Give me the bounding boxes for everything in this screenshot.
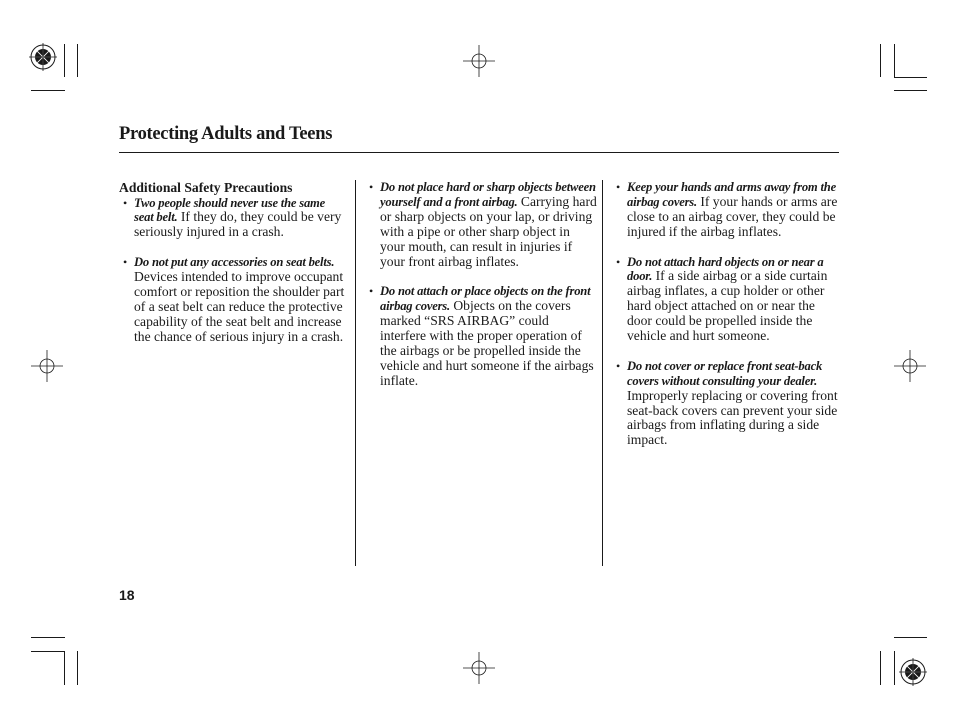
crosshair-mark-icon: [31, 350, 63, 382]
list-item: [616, 359, 842, 448]
item-text: If they do, they could be very seriously injured in a crash.: [134, 209, 342, 240]
crosshair-mark-icon: [463, 652, 495, 684]
item-text: If a side airbag or a side curtain airbag inflates, a cup holder or other hard object attached on or near the door could be propelled inside the vehicle and hurt someone.: [627, 268, 828, 344]
bullet-icon: •: [123, 195, 128, 210]
starburst-mark-icon: [29, 43, 57, 71]
item-lead: Keep your hands and arms away from the airbag covers.: [627, 180, 836, 209]
item-lead: Do not attach or place objects on the front airbag covers.: [380, 284, 591, 314]
column-1: [119, 180, 347, 345]
item-text: Devices intended to improve occupant comfort or reposition the shoulder part of a seat belt can reduce the protective capability of the seat belt and increase the chance of serious injury in a crash.: [134, 269, 345, 344]
item-lead: Do not place hard or sharp objects between yourself and a front airbag.: [380, 180, 596, 209]
bullet-icon: •: [616, 254, 621, 269]
list-item: [119, 196, 347, 241]
item-lead: Do not cover or replace front seat-back covers without consulting your dealer.: [627, 358, 823, 388]
list-item: [369, 284, 597, 388]
list-item: [616, 180, 842, 240]
column-divider: [602, 180, 603, 566]
column-2: [369, 180, 597, 389]
bullet-icon: •: [123, 255, 128, 270]
starburst-mark-icon: [899, 658, 927, 686]
item-text: If your hands or arms are close to an airbag cover, they could be injured if the airbag inflates.: [627, 193, 838, 239]
column-3: [616, 180, 842, 448]
item-text: Carrying hard or sharp objects on your lap, or driving with a pipe or other sharp object in your mouth, can result in injuries if your front airbag inflates.: [380, 193, 597, 269]
list-item: [119, 255, 347, 344]
crosshair-mark-icon: [463, 45, 495, 77]
bullet-icon: •: [616, 358, 621, 373]
item-lead: Do not attach hard objects on or near a door.: [627, 254, 824, 284]
list-item: [616, 255, 842, 344]
list-item: [369, 180, 597, 269]
item-lead: Two people should never use the same seat belt.: [134, 195, 326, 225]
page-title: Protecting Adults and Teens: [119, 124, 333, 144]
item-lead: Do not put any accessories on seat belts.: [134, 255, 335, 270]
title-rule: [119, 152, 839, 153]
bullet-icon: •: [369, 180, 374, 194]
page-number: 18: [119, 587, 135, 603]
item-text: Improperly replacing or covering front seat-back covers can prevent your side airbags from inflating during a side impact.: [627, 387, 838, 448]
section-heading: Additional Safety Precautions: [119, 180, 293, 195]
crosshair-mark-icon: [894, 350, 926, 382]
bullet-icon: •: [616, 180, 621, 194]
item-text: Objects on the covers marked “SRS AIRBAG” could interfere with the proper operation of the airbags or be propelled inside the vehicle and hurt someone if the airbags inflate.: [380, 298, 594, 388]
column-divider: [355, 180, 356, 566]
bullet-icon: •: [369, 284, 374, 299]
